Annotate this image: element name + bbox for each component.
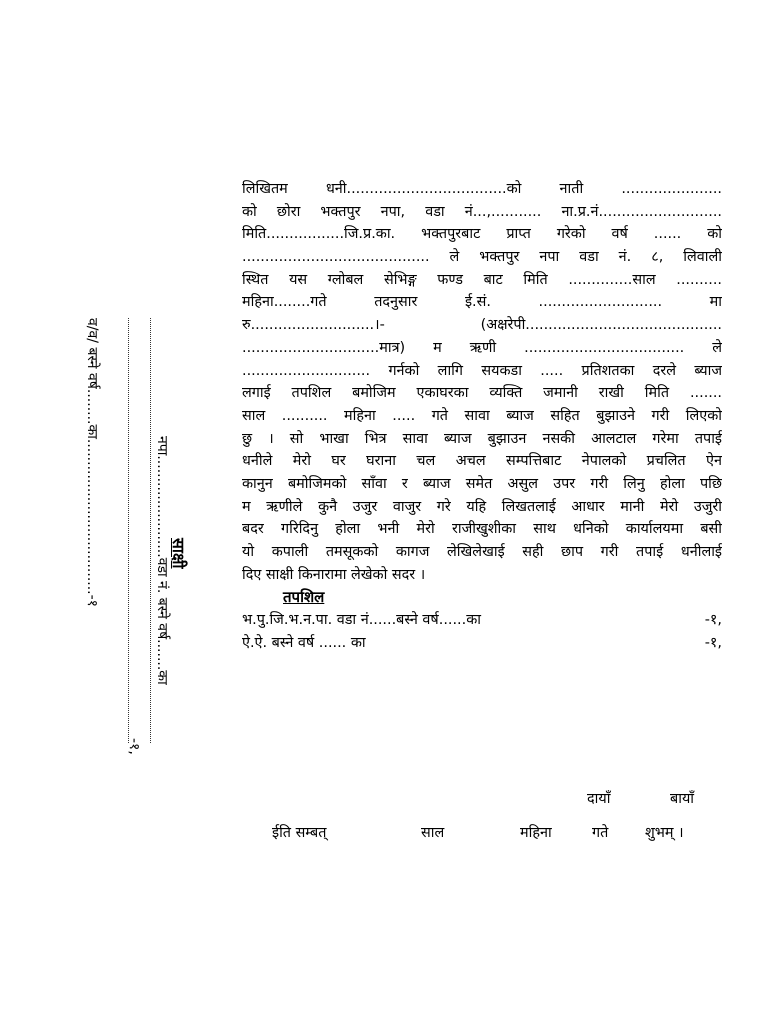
schedule-row <box>242 632 722 654</box>
closing-year: साल <box>421 825 445 841</box>
body-line: लगाई तपशिल बमोजिम एकाघरका व्यक्ति जमानी राखी मिति ....... <box>242 385 722 402</box>
body-line: ..............................मात्र) म ऋणी ................................... ले <box>242 339 722 356</box>
left-thumb-label: बायाँ <box>670 791 695 807</box>
schedule-row-label: ऐ.ऐ. बस्ने वर्ष ...... का <box>242 635 366 651</box>
body-line: धनीले मेरो घर घराना चल अचल सम्पत्तिबाट नेपालको प्रचलित ऐन <box>242 453 722 470</box>
schedule-row <box>242 609 722 631</box>
schedule-row-label: भ.पु.जि.भ.न.पा. वडा नं......बस्ने वर्ष......का <box>242 612 481 628</box>
witness-signature-line <box>150 318 151 743</box>
schedule-row-amount: -१, <box>704 612 722 628</box>
closing-month: महिना <box>520 825 552 841</box>
body-line: स्थित यस ग्लोबल सेभिङ्ग फण्ड बाट मिति ..............साल .......... <box>242 271 722 288</box>
agreement-body <box>242 178 722 586</box>
body-line: यो कपाली तमसूकको कागज लेखिलेखाई सही छाप गरी तपाई धनीलाई <box>242 544 722 560</box>
witness-column-2-tail: -१, <box>126 738 142 755</box>
body-line: मिति.................जि.प्र.का. भक्तपुरबाट प्राप्त गरेको वर्ष ...... को <box>242 226 722 243</box>
witness-heading: साक्षी <box>169 538 188 569</box>
closing-iti: ईति सम्बत् <box>272 825 327 841</box>
body-line: कानुन बमोजिमको साँवा र ब्याज समेत असुल उपर गरी लिनु होला पछि <box>242 475 722 492</box>
witness-column-2: नपा.......................वडा नं. बस्ने वर्ष.......का <box>154 436 170 685</box>
closing-blessing: शुभम् । <box>645 825 684 841</box>
body-line: रु...........................।- (अक्षरेपी........................................... <box>242 317 722 334</box>
body-line: दिए साक्षी किनारामा लेखेको सदर । <box>242 566 426 583</box>
body-line: ......................................... ले भक्तपुर नपा वडा नं. ८, लिवाली <box>242 249 722 266</box>
schedule-row-amount: -१, <box>704 635 722 651</box>
right-thumb-label: दायाँ <box>587 791 611 807</box>
body-line: को छोरा भक्तपुर नपा, वडा नं...,........... ना.प्र.नं........................... <box>242 203 722 220</box>
body-line: म ऋणीले कुनै उजुर वाजुर गरे यहि लिखतलाई आधार मानी मेरो उजुरी <box>242 498 722 515</box>
body-line: साल .......... महिना ..... गते सावा ब्याज सहित बुझाउने गरी लिएको <box>242 407 722 424</box>
closing-day: गते <box>592 825 609 841</box>
body-line: ............................ गर्नको लागि सयकडा ..... प्रतिशतका दरले ब्याज <box>242 362 722 379</box>
body-line: बदर गरिदिनु होला भनी मेरो राजीखुशीका साथ धनिको कार्यालयमा बसी <box>242 521 722 538</box>
body-line: लिखितम धनी...................................को नाती ...................... <box>242 181 722 197</box>
body-line: छु । सो भाखा भित्र सावा ब्याज बुझाउन नसकी आलटाल गरेमा तपाई <box>242 430 722 447</box>
body-line: महिना........गते तदनुसार ई.सं. ........................... मा <box>242 294 722 311</box>
witness-column-1: व/व/ बस्ने वर्ष........का...................................-१ <box>84 318 100 607</box>
schedule-heading: तपशिल <box>283 588 325 606</box>
witness-signature-line <box>128 318 129 743</box>
